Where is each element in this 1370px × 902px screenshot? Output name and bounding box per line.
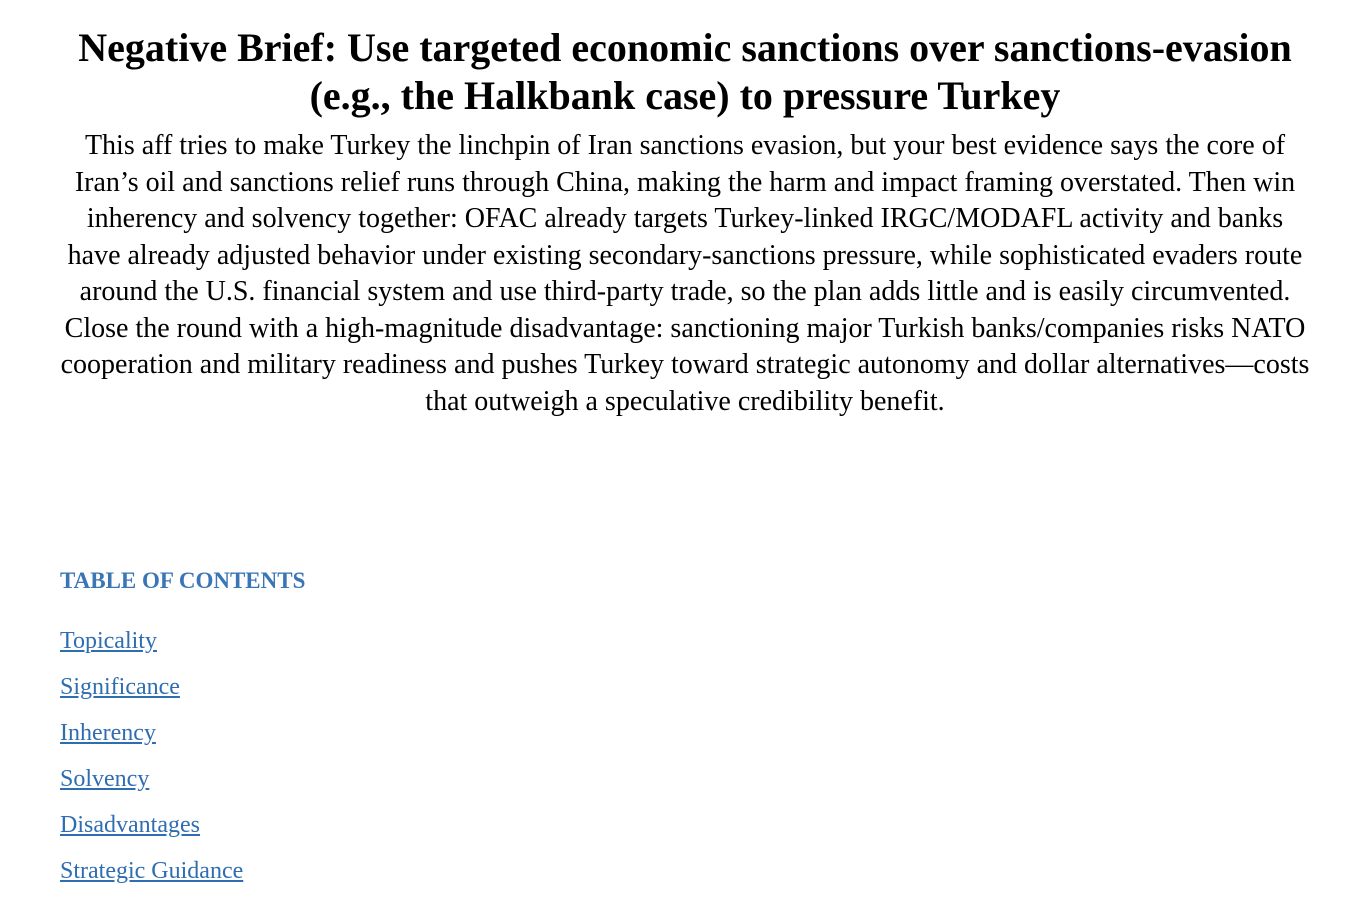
toc-link-significance[interactable]: Significance: [60, 674, 180, 700]
toc-heading: TABLE OF CONTENTS: [60, 568, 306, 593]
toc-link-topicality[interactable]: Topicality: [60, 628, 157, 654]
toc-item: [60, 718, 243, 764]
document-summary: This aff tries to make Turkey the linchpin of Iran sanctions evasion, but your best evidence says the core of Iran’s oil and sanctions relief runs through China, making the harm and impact framing overstated. Then win inherency and solvency together: OFAC already targets Turkey-linked IRGC/MODAFL activity and banks have already adjusted behavior under existing secondary-sanctions pressure, while sophisticated evaders route around the U.S. financial system and use third-party trade, so the plan adds little and is easily circumvented. Close the round with a high-magnitude disadvantage: sanctioning major Turkish banks/companies risks NATO cooperation and military readiness and pushes Turkey toward strategic autonomy and dollar alternatives—costs that outweigh a speculative credibility benefit.: [60, 130, 1310, 417]
table-of-contents: [60, 626, 243, 902]
toc-link-inherency[interactable]: Inherency: [60, 720, 156, 746]
toc-link-solvency[interactable]: Solvency: [60, 766, 150, 792]
toc-item: [60, 764, 243, 810]
toc-item: [60, 672, 243, 718]
document-title: Negative Brief: Use targeted economic sanctions over sanctions-evasion (e.g., the Halkbank case) to pressure Turkey: [78, 25, 1292, 118]
toc-link-strategic-guidance[interactable]: Strategic Guidance: [60, 858, 244, 884]
toc-item: [60, 626, 243, 672]
toc-item: [60, 810, 243, 856]
toc-link-disadvantages[interactable]: Disadvantages: [60, 812, 200, 838]
toc-item: [60, 856, 243, 902]
